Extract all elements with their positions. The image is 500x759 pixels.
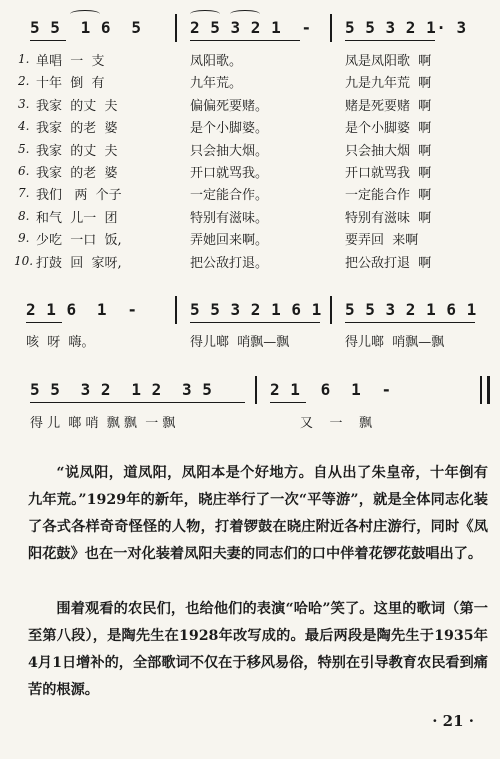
row2-measure-3: 5 5 3 2 1 6 1 — [345, 300, 477, 319]
verse-lyric-part-2: 弄她回来啊。 — [190, 233, 269, 249]
paragraph-1: “说凤阳，道凤阳，凤阳本是个好地方。自从出了朱皇帝，十年倒有九年荒。”1929年的新年，晓庄举行了一次“平等游”，就是全体同志化装了各式各样奇奇怪怪的人物，打着锣鼓在晓庄附近各村庄游行，同时《凤阳花鼓》也在一对化装着凤阳夫妻的同志们的口中伴着花锣花鼓唱出了。 — [28, 465, 488, 562]
slur — [230, 10, 260, 18]
row3-lyric-2: 又 一 飘 — [300, 416, 373, 431]
row2-lyric-3: 得儿啷 哨飘—飘 — [345, 335, 445, 350]
verse-lyric-part-3: 只会抽大烟 啊 — [345, 143, 432, 159]
row2-lyric-2: 得儿啷 哨飘—飘 — [190, 335, 290, 350]
verse-lyric-part-2: 开口就骂我。 — [190, 166, 269, 181]
row1-measure-3: 5 5 3 2 1· 3 — [345, 18, 467, 37]
barline — [330, 14, 332, 42]
slur — [70, 10, 100, 18]
verse-lyric-part-1: 我家 的丈 夫 — [36, 143, 118, 159]
verse-lyric-part-2: 一定能合作。 — [190, 188, 269, 204]
verse-lyric-part-3: 一定能合作 啊 — [345, 188, 432, 204]
barline — [175, 296, 177, 324]
row2-lyric-1: 咳 呀 嗨。 — [26, 335, 95, 350]
beam — [270, 402, 306, 403]
verse-lyric-part-1: 少吃 一口 饭, — [36, 233, 122, 249]
verse-lyric-part-3: 把公敌打退 啊 — [345, 255, 432, 271]
verse-number: 2. — [18, 74, 30, 89]
verse-lyric-part-1: 和气 儿一 团 — [36, 210, 118, 226]
verse-number: 5. — [18, 141, 30, 156]
verse-lyric-part-3: 凤是凤阳歌 啊 — [345, 54, 432, 69]
verse-lyric-part-3: 开口就骂我 啊 — [345, 166, 432, 181]
verse-number: 10. — [14, 253, 34, 268]
verse-lyric-part-3: 特别有滋味 啊 — [345, 210, 432, 226]
row3-measure-1: 5 5 3 2 1 2 3 5 — [30, 380, 213, 399]
verse-lyric-part-3: 是个小脚婆 啊 — [345, 121, 432, 137]
beam — [190, 322, 320, 323]
verse-number: 1. — [18, 52, 30, 66]
verse-number: 8. — [18, 208, 30, 223]
verse-number: 7. — [18, 186, 30, 201]
verse-lyric-part-2: 偏偏死要赌。 — [190, 98, 269, 114]
verse-number: 3. — [18, 96, 30, 111]
verse-lyric-part-2: 凤阳歌。 — [190, 54, 243, 69]
beam — [345, 322, 475, 323]
verse-lyric-part-1: 十年 倒 有 — [36, 76, 105, 92]
verse-lyric-part-2: 是个小脚婆。 — [190, 121, 269, 137]
verse-lyric-part-2: 只会抽大烟。 — [190, 143, 269, 159]
verse-lyric-part-3: 要弄回 来啊 — [345, 233, 419, 249]
verse-number: 9. — [18, 231, 30, 246]
beam — [190, 40, 300, 41]
row3-measure-2: 2 1 6 1 - — [270, 380, 392, 399]
beam — [345, 40, 435, 41]
barline — [175, 14, 177, 42]
verse-lyric-part-2: 把公敌打退。 — [190, 255, 269, 271]
verse-lyric-part-2: 特别有滋味。 — [190, 210, 269, 226]
verse-lyric-part-1: 我们 两 个子 — [36, 188, 122, 204]
verse-number: 4. — [18, 119, 30, 134]
verse-lyric-part-2: 九年荒。 — [190, 76, 243, 92]
slur — [190, 10, 220, 18]
verse-lyric-part-1: 我家 的老 婆 — [36, 166, 118, 181]
beam — [30, 40, 66, 41]
page-number: · 21 · — [432, 712, 474, 730]
verse-lyric-part-1: 我家 的丈 夫 — [36, 98, 118, 114]
row1-measure-1: 5 5 1 6 5 — [30, 18, 142, 37]
barline — [330, 296, 332, 324]
final-barline — [480, 376, 490, 404]
row1-measure-2: 2 5 3 2 1 - — [190, 18, 312, 37]
beam — [30, 402, 245, 403]
verse-number: 6. — [18, 164, 30, 178]
verse-lyric-part-1: 单唱 一 支 — [36, 54, 105, 69]
verse-lyric-part-3: 九是九年荒 啊 — [345, 76, 432, 92]
beam — [26, 322, 62, 323]
row2-measure-2: 5 5 3 2 1 6 1 — [190, 300, 322, 319]
row2-measure-1: 2 1 6 1 - — [26, 300, 138, 319]
verse-lyric-part-3: 赌是死要赌 啊 — [345, 98, 432, 114]
paragraph-2: 围着观看的农民们，也给他们的表演“哈哈”笑了。这里的歌词（第一至第八段），是陶先生在1928年改写成的。最后两段是陶先生于1935年4月1日增补的，全部歌词不仅在于移风易俗，特别在引导教育农民看到痛苦的根源。 — [28, 601, 488, 698]
row3-lyric-1: 得 儿 啷 哨 飘 飘 一 飘 — [30, 416, 176, 431]
barline — [255, 376, 257, 404]
verse-lyric-part-1: 我家 的老 婆 — [36, 121, 118, 137]
verse-lyric-part-1: 打鼓 回 家呀, — [36, 255, 122, 271]
